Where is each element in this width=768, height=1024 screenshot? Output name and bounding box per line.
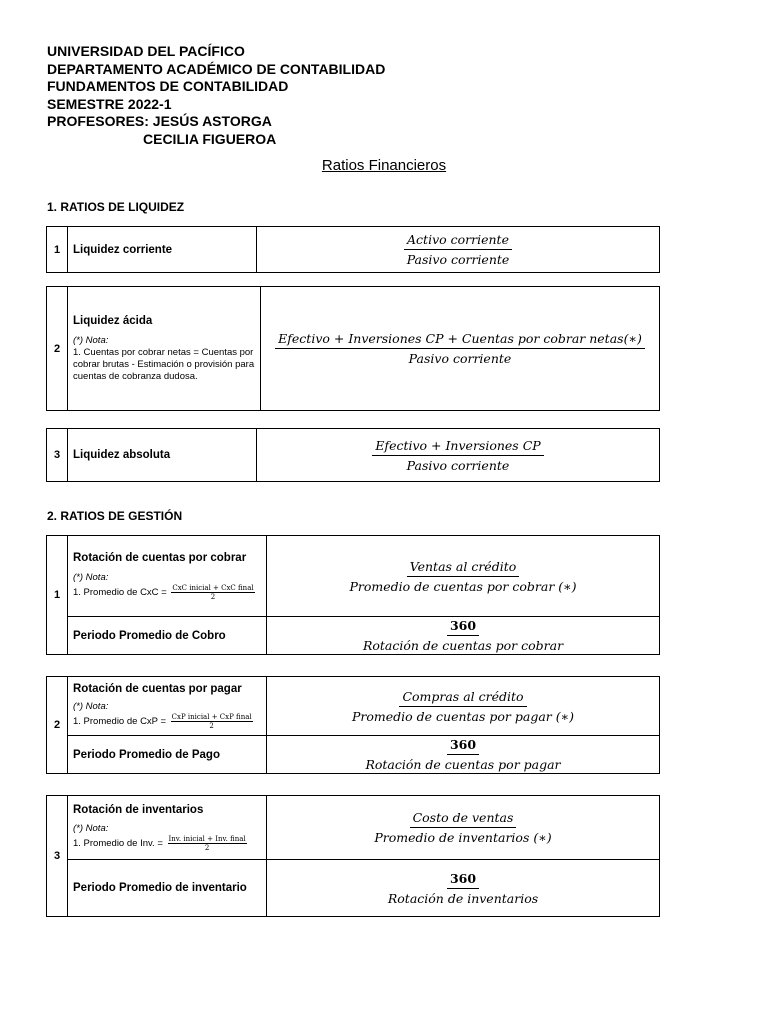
formula-denominator: Pasivo corriente [406, 457, 510, 473]
note-text: 1. Cuentas por cobrar netas = Cuentas por cobrar brutas - Estimación o provisión para cuentas de cobranza dudosa. [73, 346, 255, 382]
header-course: FUNDAMENTOS DE CONTABILIDAD [47, 78, 289, 94]
ratio-formula [267, 860, 660, 917]
ratio-note [73, 701, 266, 730]
header-professor-2: CECILIA FIGUEROA [143, 130, 277, 147]
ratio-table-cuentas-por-cobrar [46, 535, 660, 655]
ratio-label: Periodo Promedio de Pago [68, 736, 267, 774]
note-fraction-numerator: CxP inicial + CxP final [171, 712, 252, 721]
ratio-label: Liquidez ácida [73, 314, 153, 327]
note-fraction-numerator: Inv. inicial + Inv. final [168, 834, 246, 843]
ratio-table-liquidez-absoluta [46, 428, 660, 482]
header-semester: SEMESTRE 2022-1 [47, 95, 172, 112]
ratio-formula [267, 736, 660, 774]
ratio-label: Periodo Promedio de inventario [68, 860, 267, 917]
ratio-formula [261, 287, 660, 411]
ratio-label: Periodo Promedio de Cobro [68, 617, 267, 655]
formula-denominator: Rotación de inventarios [387, 890, 539, 906]
note-prefix: 1. Promedio de CxP = [73, 715, 169, 727]
ratio-table-inventarios [46, 795, 660, 917]
section-liquidez-heading: 1. RATIOS DE LIQUIDEZ [47, 200, 185, 214]
note-title: (*) Nota: [73, 700, 109, 712]
note-title: (*) Nota: [73, 334, 109, 346]
ratio-number: 1 [47, 227, 68, 273]
ratio-number: 1 [47, 536, 68, 655]
ratio-table-cuentas-por-pagar [46, 676, 660, 774]
ratio-note [73, 572, 266, 601]
ratio-table-liquidez-corriente [46, 226, 660, 273]
ratio-table-liquidez-acida [46, 286, 660, 411]
ratio-number: 2 [47, 287, 68, 411]
note-prefix: 1. Promedio de Inv. = [73, 837, 166, 849]
ratio-label: Rotación de cuentas por pagar [73, 682, 242, 695]
formula-denominator: Promedio de cuentas por pagar (∗) [352, 708, 574, 724]
ratio-label: Rotación de inventarios [73, 803, 204, 816]
formula-numerator: 360 [447, 617, 479, 636]
ratio-note [73, 823, 266, 852]
header-university: UNIVERSIDAD DEL PACÍFICO [47, 43, 245, 59]
page-title: Ratios Financieros [321, 157, 447, 174]
formula-numerator: Compras al crédito [399, 688, 526, 707]
formula-denominator: Pasivo corriente [406, 252, 510, 267]
ratio-number: 3 [47, 796, 68, 917]
formula-denominator: Promedio de cuentas por cobrar (∗) [349, 578, 577, 594]
ratio-label-cell [68, 677, 267, 736]
ratio-formula [267, 617, 660, 655]
ratio-label-cell [68, 287, 261, 411]
ratio-label-cell [68, 796, 267, 860]
ratio-label-cell [68, 536, 267, 617]
ratio-formula [257, 227, 660, 273]
header-professors: PROFESORES: JESÚS ASTORGA [47, 113, 272, 129]
ratio-label: Liquidez absoluta [68, 429, 257, 482]
formula-numerator: Efectivo + Inversiones CP + Cuentas por cobrar netas(∗) [275, 330, 645, 349]
document-header [47, 43, 385, 148]
note-prefix: 1. Promedio de CxC = [73, 586, 170, 598]
ratio-formula [257, 429, 660, 482]
note-fraction-denominator: 2 [210, 592, 216, 601]
ratio-formula [267, 536, 660, 617]
ratio-formula [267, 677, 660, 736]
ratio-number: 2 [47, 677, 68, 774]
ratio-number: 3 [47, 429, 68, 482]
ratio-note [73, 335, 256, 383]
note-title: (*) Nota: [73, 822, 109, 834]
formula-denominator: Pasivo corriente [408, 351, 512, 366]
ratio-label: Rotación de cuentas por cobrar [73, 551, 247, 564]
section-gestion-heading: 2. RATIOS DE GESTIÓN [47, 509, 183, 523]
header-department: DEPARTAMENTO ACADÉMICO DE CONTABILIDAD [47, 60, 386, 77]
note-fraction-numerator: CxC inicial + CxC final [172, 583, 254, 592]
ratio-label: Liquidez corriente [68, 227, 257, 273]
formula-numerator: 360 [447, 736, 479, 755]
note-fraction-denominator: 2 [204, 843, 210, 852]
formula-denominator: Rotación de cuentas por cobrar [362, 638, 564, 653]
formula-numerator: 360 [447, 870, 479, 889]
note-fraction-denominator: 2 [209, 721, 214, 730]
formula-denominator: Promedio de inventarios (∗) [374, 830, 552, 845]
ratio-formula [267, 796, 660, 860]
note-title: (*) Nota: [73, 571, 109, 583]
formula-numerator: Activo corriente [404, 231, 512, 250]
formula-numerator: Efectivo + Inversiones CP [372, 437, 543, 456]
formula-numerator: Ventas al crédito [407, 558, 520, 577]
formula-denominator: Rotación de cuentas por pagar [365, 757, 561, 772]
formula-numerator: Costo de ventas [410, 809, 517, 828]
